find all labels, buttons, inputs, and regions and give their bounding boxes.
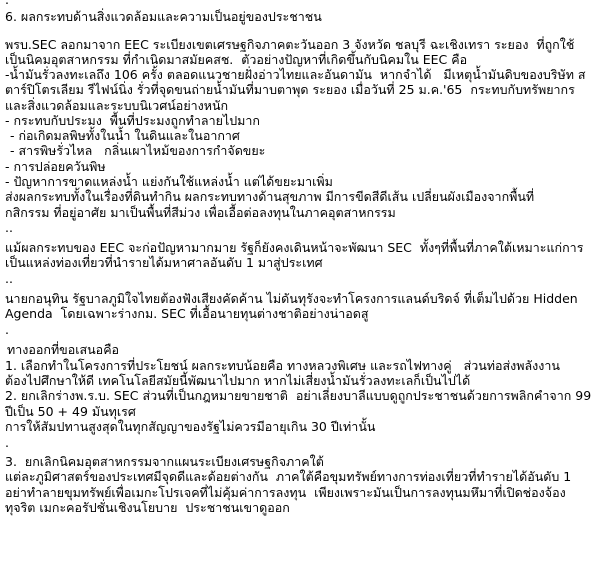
proposal-line: 2. ยกเลิกร่างพ.ร.บ. SEC ส่วนที่เป็นกฎหมายขายชาติ อย่าเลี่ยงบาลีแบบดูถูกประชาชนด้วยการพลิกคำจาก 99 [5,388,592,403]
paragraph-line: พรบ.SEC ลอกมาจาก EEC ระเบียงเขตเศรษฐกิจภาคตะวันออก 3 จังหวัด ชลบุรี ฉะเชิงเทรา ระยอง ที่ถูกใช้ [5,37,575,52]
proposal-line: การให้สัมปทานสูงสุดในทุกสัญญาของรัฐไม่ควรมีอายุเกิน 30 ปีเท่านั้น [5,419,376,434]
paragraph-line: เป็นแหล่งท่องเที่ยวที่นำรายได้มหาศาลอันดับ 1 มาสู่ประเทศ [5,255,323,270]
proposal-line: 1. เลือกทำในโครงการที่ประโยชน์ ผลกระทบน้อยคือ ทางหลวงพิเศษ และรถไฟทางคู่ ส่วนท่อส่งพลังงาน [5,358,560,373]
separator-dots: . [5,435,9,450]
proposals-heading: ทางออกที่ขอเสนอคือ [7,342,120,357]
bullet-item: - สารพิษรั่วไหล กลิ่นเผาไหม้ของการกำจัดขยะ [10,143,266,158]
paragraph-line: แม้ผลกระทบของ EEC จะก่อปัญหามากมาย รัฐก็ยังคงเดินหน้าจะพัฒนา SEC ทั้งๆที่พื้นที่ภาคใต้เหมาะแก่การ [5,240,584,255]
bullet-item: - กระทบกับประมง พื้นที่ประมงถูกทำลายไปมาก [5,113,260,128]
paragraph-line: -น้ำมันรั่วลงทะเลถึง 106 ครั้ง ตลอดแนวชายฝั่งอ่าวไทยและอันดามัน หากจำได้ มีเหตุน้ำมันดิบของบริษัท ส [5,67,586,82]
section-heading: 6. ผลกระทบด้านสิ่งแวดล้อมและความเป็นอยู่ของประชาชน [5,9,322,24]
proposal-line: แต่ละภูมิศาสตร์ของประเทศมีจุดดีและด้อยต่างกัน ภาคใต้คือขุมทรัพย์ทางการท่องเที่ยวที่ทำรายได้อันดับ 1 [5,469,572,484]
bullet-item: - ปัญหาการขาดแหล่งน้ำ แย่งกันใช้แหล่งน้ำ แต่ได้ขยะมาเพิ่ม [5,174,333,189]
paragraph-line: และสิ่งแวดล้อมและระบบนิเวศน์อย่างหนัก [5,98,229,113]
paragraph-line: เป็นนิคมอุตสาหกรรม ที่กำเนิดมาสมัยคสช. ตัวอย่างปัญหาที่เกิดขึ้นกับนิคมใน EEC คือ [5,52,468,67]
proposal-line: ปีเป็น 50 + 49 มันทุเรศ [5,404,136,419]
proposal-line: ต้องไปศึกษาให้ดี เทคโนโลยีสมัยนี้พัฒนาไปมาก หากไม่เสี่ยงน้ำมันรั่วลงทะเลก็เป็นไปได้ [5,373,471,388]
separator-dots: .. [5,271,13,286]
paragraph-line: ตาร์ปิโตรเลียม รีไฟน์นิ่ง รั่วที่จุดขนถ่ายน้ำมันที่มาบตาพุด ระยอง เมื่อวันที่ 25 ม.ค.'65 กระทบกับทรัพยากร [5,82,575,97]
paragraph-line: Agenda โดยเฉพาะร่างกม. SEC ที่เอื้อนายทุนต่างชาติอย่างน่าอดสู [5,306,369,321]
proposal-line: ทุจริต เมกะคอรัปชั่นเชิงนโยบาย ประชาชนเขาดูออก [5,500,290,515]
paragraph-line: ส่งผลกระทบทั้งในเรื่องที่ดินทำกิน ผลกระทบทางด้านสุขภาพ มีการขีดสีดีเส้น เปลี่ยนผังเมืองจากพื้นที่ [5,189,535,204]
proposal-line: 3. ยกเลิกนิคมอุตสาหกรรมจากแผนระเบียงเศรษฐกิจภาคใต้ [5,454,324,469]
paragraph-line: นายกอนุทิน รัฐบาลภูมิใจไทยต้องฟังเสียงคัดค้าน ไม่ดันทุรังจะทำโครงการแลนด์บริดจ์ ที่เต็มไปด้วย Hidden [5,291,578,306]
separator-dots: . [5,322,9,337]
paragraph-line: กสิกรรม ที่อยู่อาศัย มาเป็นพื้นที่สีม่วง เพื่อเอื้อต่อลงทุนในภาคอุตสาหกรรม [5,205,396,220]
bullet-item: - การปล่อยควันพิษ [5,159,106,174]
proposal-line: อย่าทำลายขุมทรัพย์เพื่อเมกะโปรเจคที่ไม่คุ้มค่าการลงทุน เพียงเพราะมันเป็นการลงทุนมหึมาที่เปิดช่องจ้อง [5,485,566,500]
separator-dots: .. [5,220,13,235]
page-marker [5,0,9,8]
bullet-item: - ก่อเกิดมลพิษทั้งในน้ำ ในดินและในอากาศ [10,128,240,143]
